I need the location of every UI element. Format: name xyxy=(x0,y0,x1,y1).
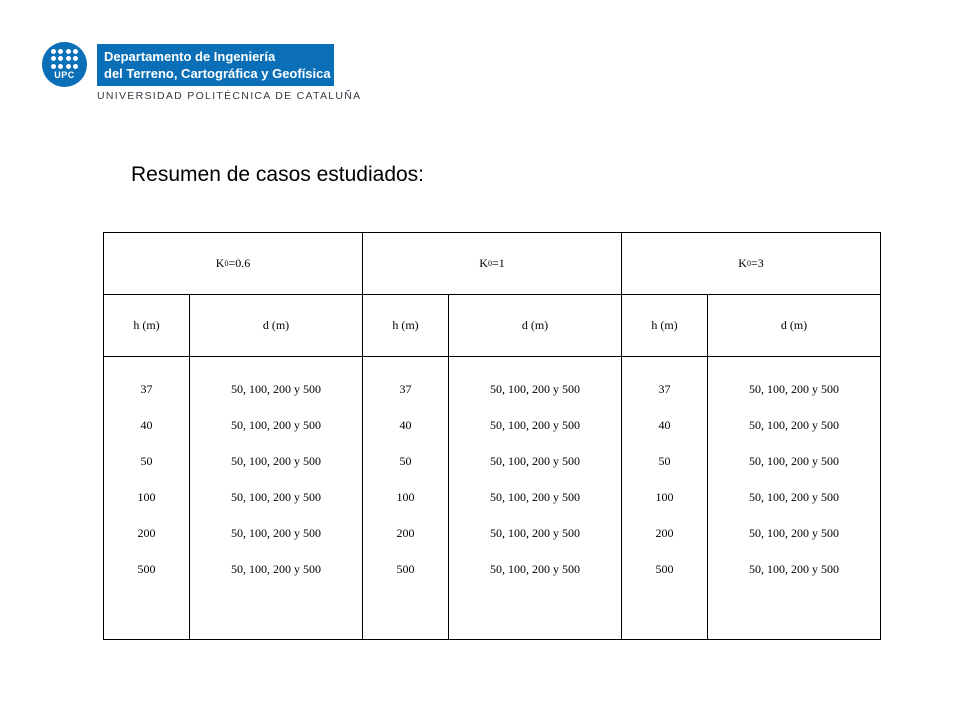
h-value-cell: 500 xyxy=(396,562,415,576)
table-group-header xyxy=(104,233,880,295)
d-value-cell: 50, 100, 200 y 500 xyxy=(231,562,321,576)
d-column xyxy=(190,357,363,639)
d-column xyxy=(449,357,622,639)
table-column-header xyxy=(104,295,880,357)
h-value-cell: 37 xyxy=(399,382,412,396)
table-body xyxy=(104,357,880,639)
group-header-k0-1: K 0 =1 xyxy=(363,233,622,294)
d-value-cell: 50, 100, 200 y 500 xyxy=(231,526,321,540)
h-value-cell: 40 xyxy=(658,418,671,432)
d-value-cell: 50, 100, 200 y 500 xyxy=(490,562,580,576)
upc-logo xyxy=(42,42,87,87)
d-value-cell: 50, 100, 200 y 500 xyxy=(231,382,321,396)
d-value-cell: 50, 100, 200 y 500 xyxy=(749,454,839,468)
h-column xyxy=(104,357,190,639)
h-value-cell: 100 xyxy=(396,490,415,504)
h-column xyxy=(363,357,449,639)
h-value-cell: 100 xyxy=(137,490,156,504)
h-value-cell: 200 xyxy=(655,526,674,540)
h-value-cell: 500 xyxy=(137,562,156,576)
h-value-cell: 37 xyxy=(658,382,671,396)
column-header-h: h (m) xyxy=(363,295,449,356)
cases-table xyxy=(103,232,881,640)
h-value-cell: 40 xyxy=(140,418,153,432)
column-header-d: d (m) xyxy=(190,295,363,356)
h-value-cell: 50 xyxy=(399,454,412,468)
department-banner xyxy=(97,44,334,86)
column-header-d: d (m) xyxy=(780,318,808,332)
h-value-cell: 40 xyxy=(399,418,412,432)
d-column xyxy=(708,357,880,639)
h-value-cell: 100 xyxy=(655,490,674,504)
column-header-h: h (m) xyxy=(104,295,190,356)
h-column xyxy=(622,357,708,639)
h-value-cell: 50 xyxy=(658,454,671,468)
column-header-h: h (m) xyxy=(622,295,708,356)
d-value-cell: 50, 100, 200 y 500 xyxy=(490,490,580,504)
d-value-cell: 50, 100, 200 y 500 xyxy=(490,418,580,432)
d-value-cell: 50, 100, 200 y 500 xyxy=(490,526,580,540)
d-value-cell: 50, 100, 200 y 500 xyxy=(231,454,321,468)
d-value-cell: 50, 100, 200 y 500 xyxy=(490,382,580,396)
group-header-k0-06: K 0 =0.6 xyxy=(104,233,363,294)
university-name: UNIVERSIDAD POLITÉCNICA DE CATALUÑA xyxy=(97,90,362,102)
h-value-cell: 37 xyxy=(140,382,153,396)
d-value-cell: 50, 100, 200 y 500 xyxy=(749,418,839,432)
d-value-cell: 50, 100, 200 y 500 xyxy=(749,526,839,540)
department-line-2: del Terreno, Cartográfica y Geofísica xyxy=(104,66,331,81)
h-value-cell: 200 xyxy=(396,526,415,540)
column-header-d: d (m) xyxy=(449,295,622,356)
d-value-cell: 50, 100, 200 y 500 xyxy=(231,490,321,504)
slide-title: Resumen de casos estudiados: xyxy=(131,163,425,186)
d-value-cell: 50, 100, 200 y 500 xyxy=(749,490,839,504)
group-header-k0-3: K 0 =3 xyxy=(738,256,764,270)
logo-text: UPC xyxy=(54,70,75,80)
h-value-cell: 50 xyxy=(140,454,153,468)
d-value-cell: 50, 100, 200 y 500 xyxy=(490,454,580,468)
h-value-cell: 200 xyxy=(137,526,156,540)
d-value-cell: 50, 100, 200 y 500 xyxy=(749,562,839,576)
d-value-cell: 50, 100, 200 y 500 xyxy=(749,382,839,396)
department-line-1: Departamento de Ingeniería xyxy=(104,49,276,64)
logo-dots xyxy=(50,48,79,70)
d-value-cell: 50, 100, 200 y 500 xyxy=(231,418,321,432)
h-value-cell: 500 xyxy=(655,562,674,576)
